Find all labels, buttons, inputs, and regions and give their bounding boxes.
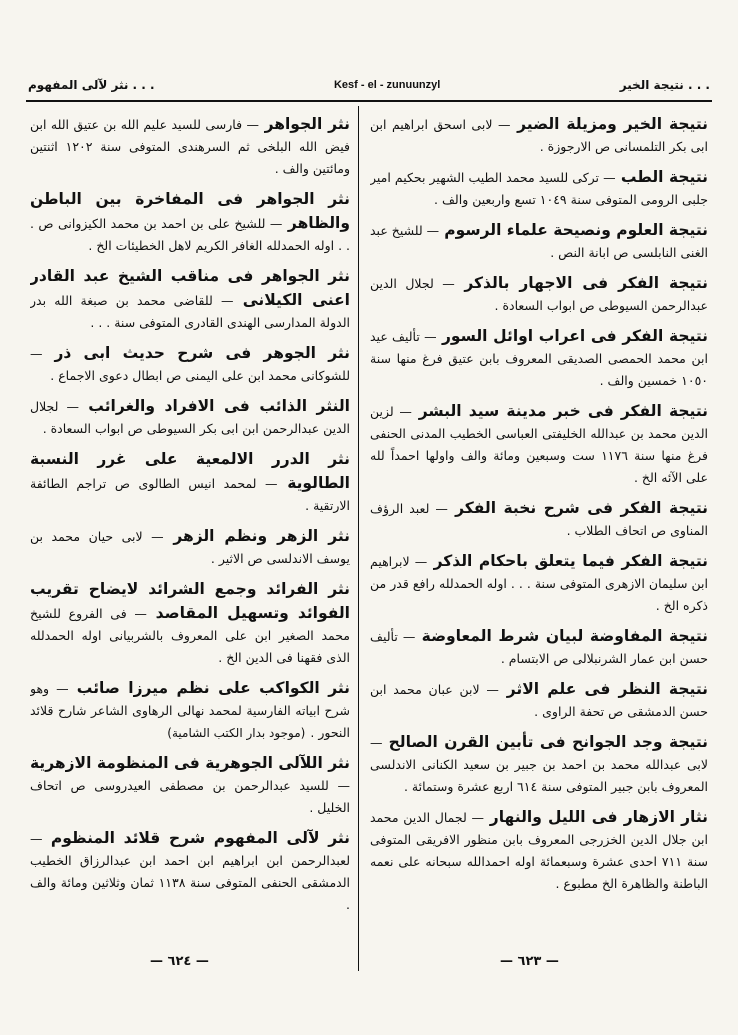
entry-title: نثر الدرر الالمعية على غرر النسبة الطالوية [30,450,350,492]
column-divider [358,106,359,971]
bibliography-entry [370,271,708,317]
bibliography-entry [30,676,350,744]
right-column [370,112,708,957]
bibliography-entry [30,264,350,334]
header-right-running-title: نتيجة الخير . . . [619,78,710,92]
entry-body: — لجلال الدين عبدالرحمن السيوطى ص ابواب السعادة . [370,276,708,313]
entry-title: نثر الجواهر [264,115,350,133]
entry-body: — للسيد عبدالرحمن بن مصطفى العيدروسى ص اتحاف الخليل . [30,778,350,815]
bibliography-entry [30,751,350,819]
bibliography-entry [370,624,708,670]
page-number-left: — ٦٢٤ — [150,954,209,969]
entry-title: نثر لآلى المفهوم شرح قلائد المنظوم [50,829,350,847]
bibliography-entry [30,447,350,517]
entry-title: نتيجة وجد الجوانح فى تأبين القرن الصالح [388,733,708,751]
entry-body: — للشيخ عبد الغنى النابلسى ص ابانة النص . [370,223,708,260]
entry-title: نتيجة العلوم ونصيحة علماء الرسوم [444,221,708,239]
entry-body: — فارسى للسيد عليم الله بن عتيق الله ابن فيض الله البلخى ثم السرهندى المتوفى سنة ١٢٠٢ اثنتين ومائتين والف . [30,117,350,176]
entry-body: — للشوكانى محمد ابن على اليمنى ص ابطال دعوى الاجماع . [30,346,350,383]
entry-title: نتيجة المفاوضة لبيان شرط المعاوضة [421,627,708,645]
bibliography-entry [370,805,708,895]
bibliography-entry [370,324,708,392]
entry-body: — لابى اسحق ابراهيم ابن ابى بكر التلمسانى ص الارجوزة . [370,117,708,154]
entry-title: نتيجة النظر فى علم الاثر [506,680,708,698]
entry-title: نتيجة الفكر فى اعراب اوائل السور [441,327,708,345]
entry-body: — فى الفروع للشيخ محمد الصغير ابن على المعروف بالشربيانى اوله الحمدلله الذى فقهنا فى الدين الخ . [30,606,350,665]
entry-note: (موجود بدار الكتب الشامية) [167,726,306,740]
entry-title: نثر الجواهر فى مناقب الشيخ عبد القادر اعنى الكيلانى [30,267,350,309]
entry-title: نتيجة الطب [620,168,708,186]
bibliography-entry [30,394,350,440]
entry-body: — لابى عبدالله محمد بن احمد بن جبير بن سعيد الكنانى الاندلسى المعروف بابن جبير المتوفى سنة ٦١٤ اربع عشرة وستمائة . [370,735,708,794]
bibliography-entry [30,341,350,387]
bibliography-entry [30,112,350,180]
entry-body: — لجمال الدين محمد ابن جلال الدين الخزرجى المعروف بابن منظور الافريقى المتوفى سنة ٧١١ احدى عشرة وسبعمائة اوله احمدالله سبحانه على نعمه الباطنة والظاهرة الخ مطبوع . [370,810,708,891]
entry-body: — تأليف حسن ابن عمار الشرنبلالى ص الابتسام . [370,629,708,666]
bibliography-entry [370,112,708,158]
bibliography-entry [370,399,708,489]
left-column [30,112,350,957]
entry-body: — لابراهيم ابن سليمان الازهرى المتوفى سنة . . . اوله الحمدلله رافع قدر من ذكره الخ . [370,554,708,613]
entry-body: — للقاضى محمد بن صبغة الله بدر الدولة المدارسى الهندى القادرى المتوفى سنة . . . [30,293,350,330]
entry-title: نثر الزهر ونظم الزهر [173,527,350,545]
entry-title: النثر الذائب فى الافراد والغرائب [88,397,350,415]
entry-body: — لجلال الدين عبدالرحمن ابن ابى بكر السيوطى ص ابواب السعادة . [30,399,350,436]
bibliography-entry [370,549,708,617]
page-number-right: — ٦٢٣ — [500,954,559,969]
bibliography-entry [370,730,708,798]
entry-body: — لعبدالرحمن ابن ابراهيم ابن احمد ابن عبدالرزاق الخطيب الدمشقى الحنفى المتوفى سنة ١١٣٨ ثمان وثلاثين ومائة والف . [30,831,350,912]
entry-body: — لابن عبان محمد ابن حسن الدمشقى ص تحفة الراوى . [370,682,708,719]
entry-body: — ترکی للسيد محمد الطيب الشهير بحكيم امير جلبى الرومى المتوفى سنة ١٠٤٩ تسع واربعين والف . [370,170,708,207]
page-header [28,74,710,96]
entry-title: نثر الجواهر فى المفاخرة بين الباطن والظاهر [30,190,350,232]
entry-body: — للشيخ على بن احمد بن محمد الكيزوانى ص . . . اوله الحمدلله الغافر الكريم لاهل الخطيئات الخ . [30,216,350,253]
entry-body: — تأليف عيد ابن محمد الحمصى الصديقى المعروف بابن عتيق فرغ منها سنة ١٠٥٠ خمسين والف . [370,329,708,388]
bibliography-entry [30,826,350,916]
entry-body: — لمحمد انيس الطالوى ص تراجم الطائفة الارتقية . [30,476,350,513]
entry-title: نتيجة الفكر فيما يتعلق باحكام الذكر [433,552,708,570]
bibliography-entry [30,577,350,669]
entry-body: — لابى حيان محمد بن يوسف الاندلسى ص الاثير . [30,529,350,566]
bibliography-entry [370,218,708,264]
header-center-title: Kesf - el - zunuunzyl [333,79,441,91]
bibliography-entry [370,496,708,542]
entry-body: — لزين الدين محمد بن عبدالله الخليفتى العباسى الخطيب المدنى الحنفى فرغ منها سنة ١١٧٦ ست وسبعين ومائة والف واولها احمداً لله على الآئه الخ . [370,404,708,485]
entry-title: نثر الكواكب على نظم ميرزا صائب [76,679,350,697]
entry-title: نثر اللآلى الجوهرية فى المنظومة الازهرية [30,754,350,772]
entry-title: نتيجة الفكر فى خبر مدينة سيد البشر [418,402,708,420]
header-rule [26,100,712,102]
entry-title: نثر الجوهر فى شرح حديث ابى ذر [54,344,350,362]
bibliography-entry [370,165,708,211]
entry-body: — لعبد الرؤف المناوى ص اتحاف الطلاب . [370,501,708,538]
header-left-running-title: نثر لآلى المفهوم . . . [28,78,155,92]
bibliography-entry [370,677,708,723]
entry-body: — وهو شرح ابياته الفارسية لمحمد نهالى الرهاوى الشاعر شارح قلائد النحور . [30,681,350,740]
bibliography-entry [30,524,350,570]
entry-title: نثر الفرائد وجمع الشرائد لايضاح تقريب الفوائد وتسهيل المقاصد [30,580,350,622]
entry-title: نتيجة الفكر فى شرح نخبة الفكر [455,499,708,517]
entry-title: نتيجة الخير ومزيلة الضير [517,115,708,133]
bibliography-entry [30,187,350,257]
entry-title: نتيجة الفكر فى الاجهار بالذكر [464,274,708,292]
entry-title: نثار الازهار فى الليل والنهار [489,808,708,826]
